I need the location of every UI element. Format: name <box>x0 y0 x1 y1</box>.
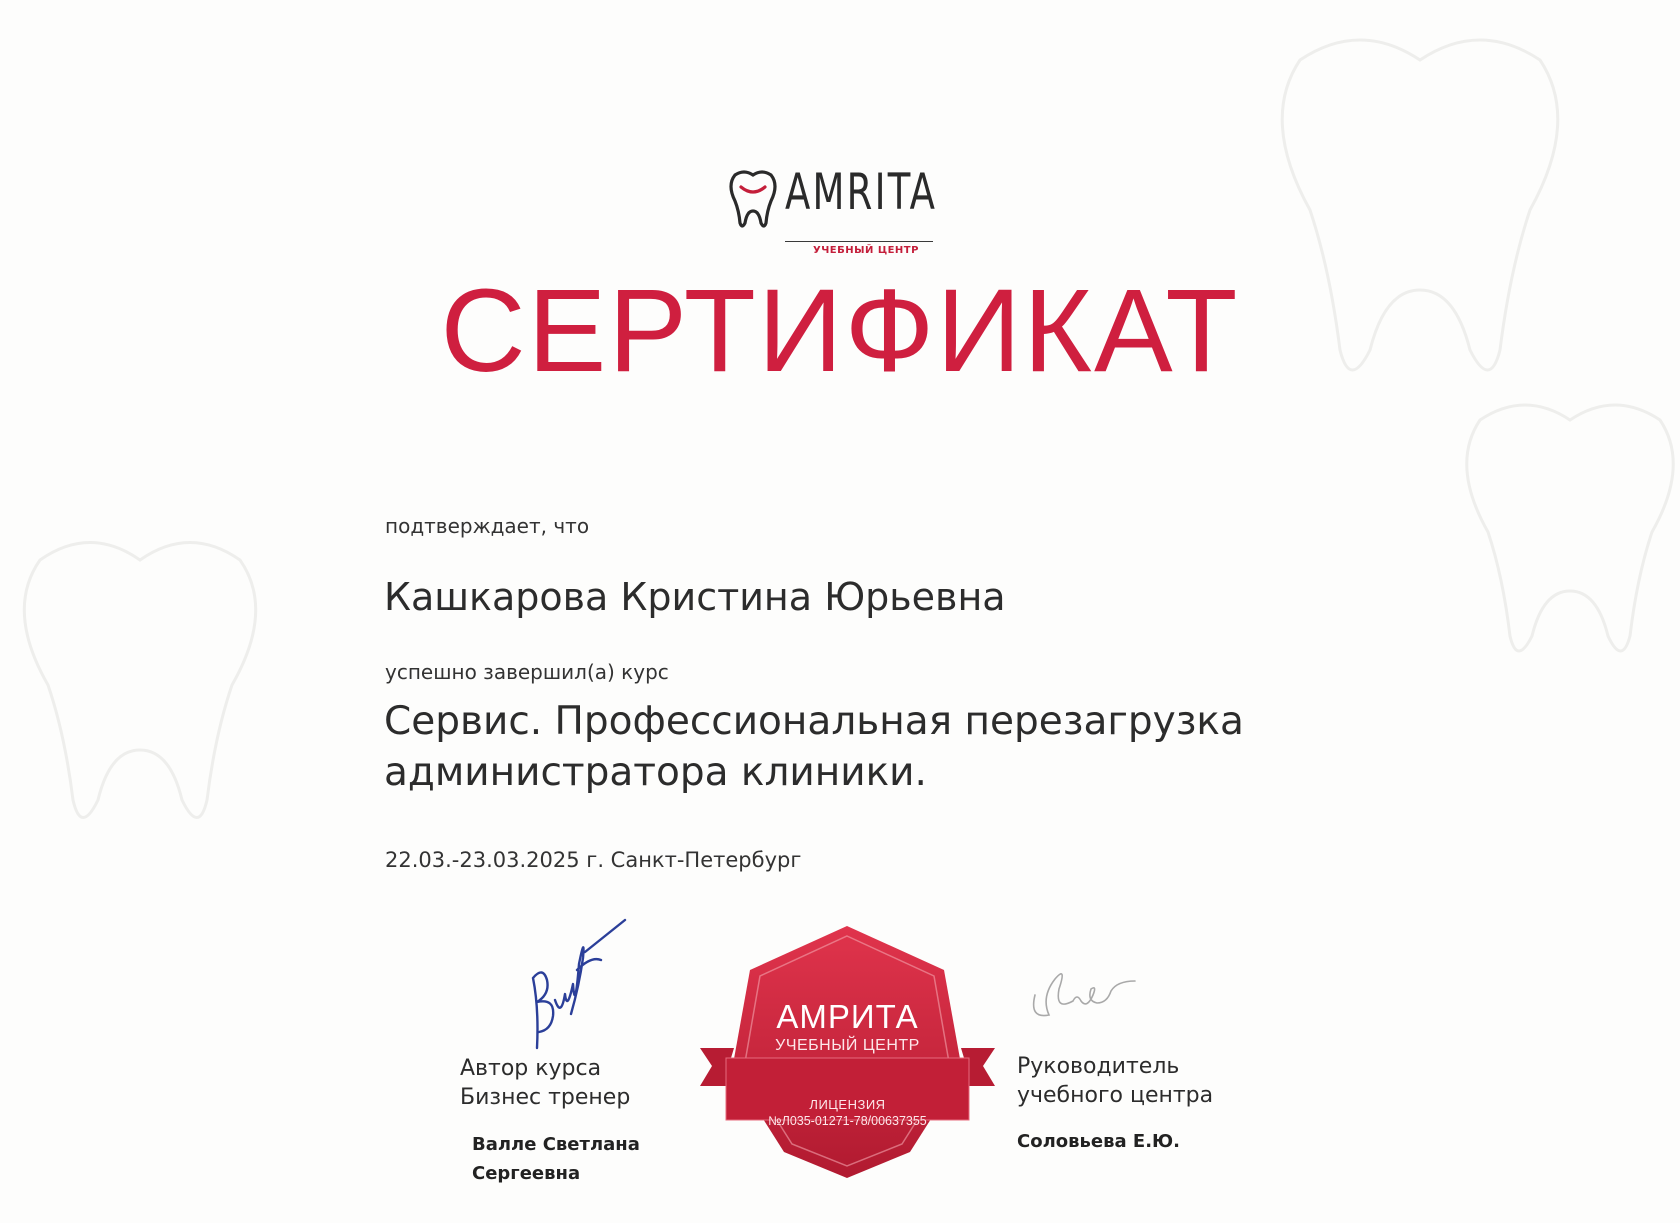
seal-license-label: ЛИЦЕНЗИЯ <box>809 1097 886 1112</box>
director-name: Соловьева Е.Ю. <box>1017 1131 1181 1152</box>
author-role <box>460 1055 630 1112</box>
logo-brand: AMRITA <box>785 163 938 221</box>
seal-subtitle: УЧЕБНЫЙ ЦЕНТР <box>775 1037 920 1054</box>
date-place: 22.03.-23.03.2025 г. Санкт-Петербург <box>385 848 802 872</box>
seal-title: АМРИТА <box>776 998 919 1035</box>
author-role-line2: Бизнес тренер <box>460 1084 631 1110</box>
completed-text: успешно завершил(а) курс <box>385 660 669 684</box>
seal-license-number: №Л035-01271-78/00637355 <box>768 1114 927 1128</box>
author-name-line2: Сергеевна <box>472 1162 581 1184</box>
logo-divider <box>785 241 933 242</box>
director-role-line2: учебного центра <box>1017 1082 1214 1108</box>
confirm-text: подтверждает, что <box>385 514 590 538</box>
license-seal-text <box>700 920 995 1182</box>
logo-subtitle: УЧЕБНЫЙ ЦЕНТР <box>813 245 919 256</box>
recipient-name: Кашкарова Кристина Юрьевна <box>384 575 1006 619</box>
author-signature <box>515 918 645 1058</box>
tooth-logo-icon <box>727 169 779 229</box>
course-title <box>384 697 1384 798</box>
director-signature <box>1025 955 1145 1025</box>
author-role-line1: Автор курса <box>460 1056 602 1081</box>
course-title-line2: администратора клиники. <box>384 749 927 795</box>
certificate-title: СЕРТИФИКАТ <box>440 265 1240 397</box>
course-title-line1: Сервис. Профессиональная перезагрузка <box>384 699 1244 744</box>
author-name-line1: Валле Светлана <box>472 1134 640 1155</box>
director-role <box>1017 1053 1213 1110</box>
author-name <box>472 1131 640 1189</box>
director-role-line1: Руководитель <box>1017 1054 1180 1079</box>
amrita-logo <box>727 163 937 263</box>
